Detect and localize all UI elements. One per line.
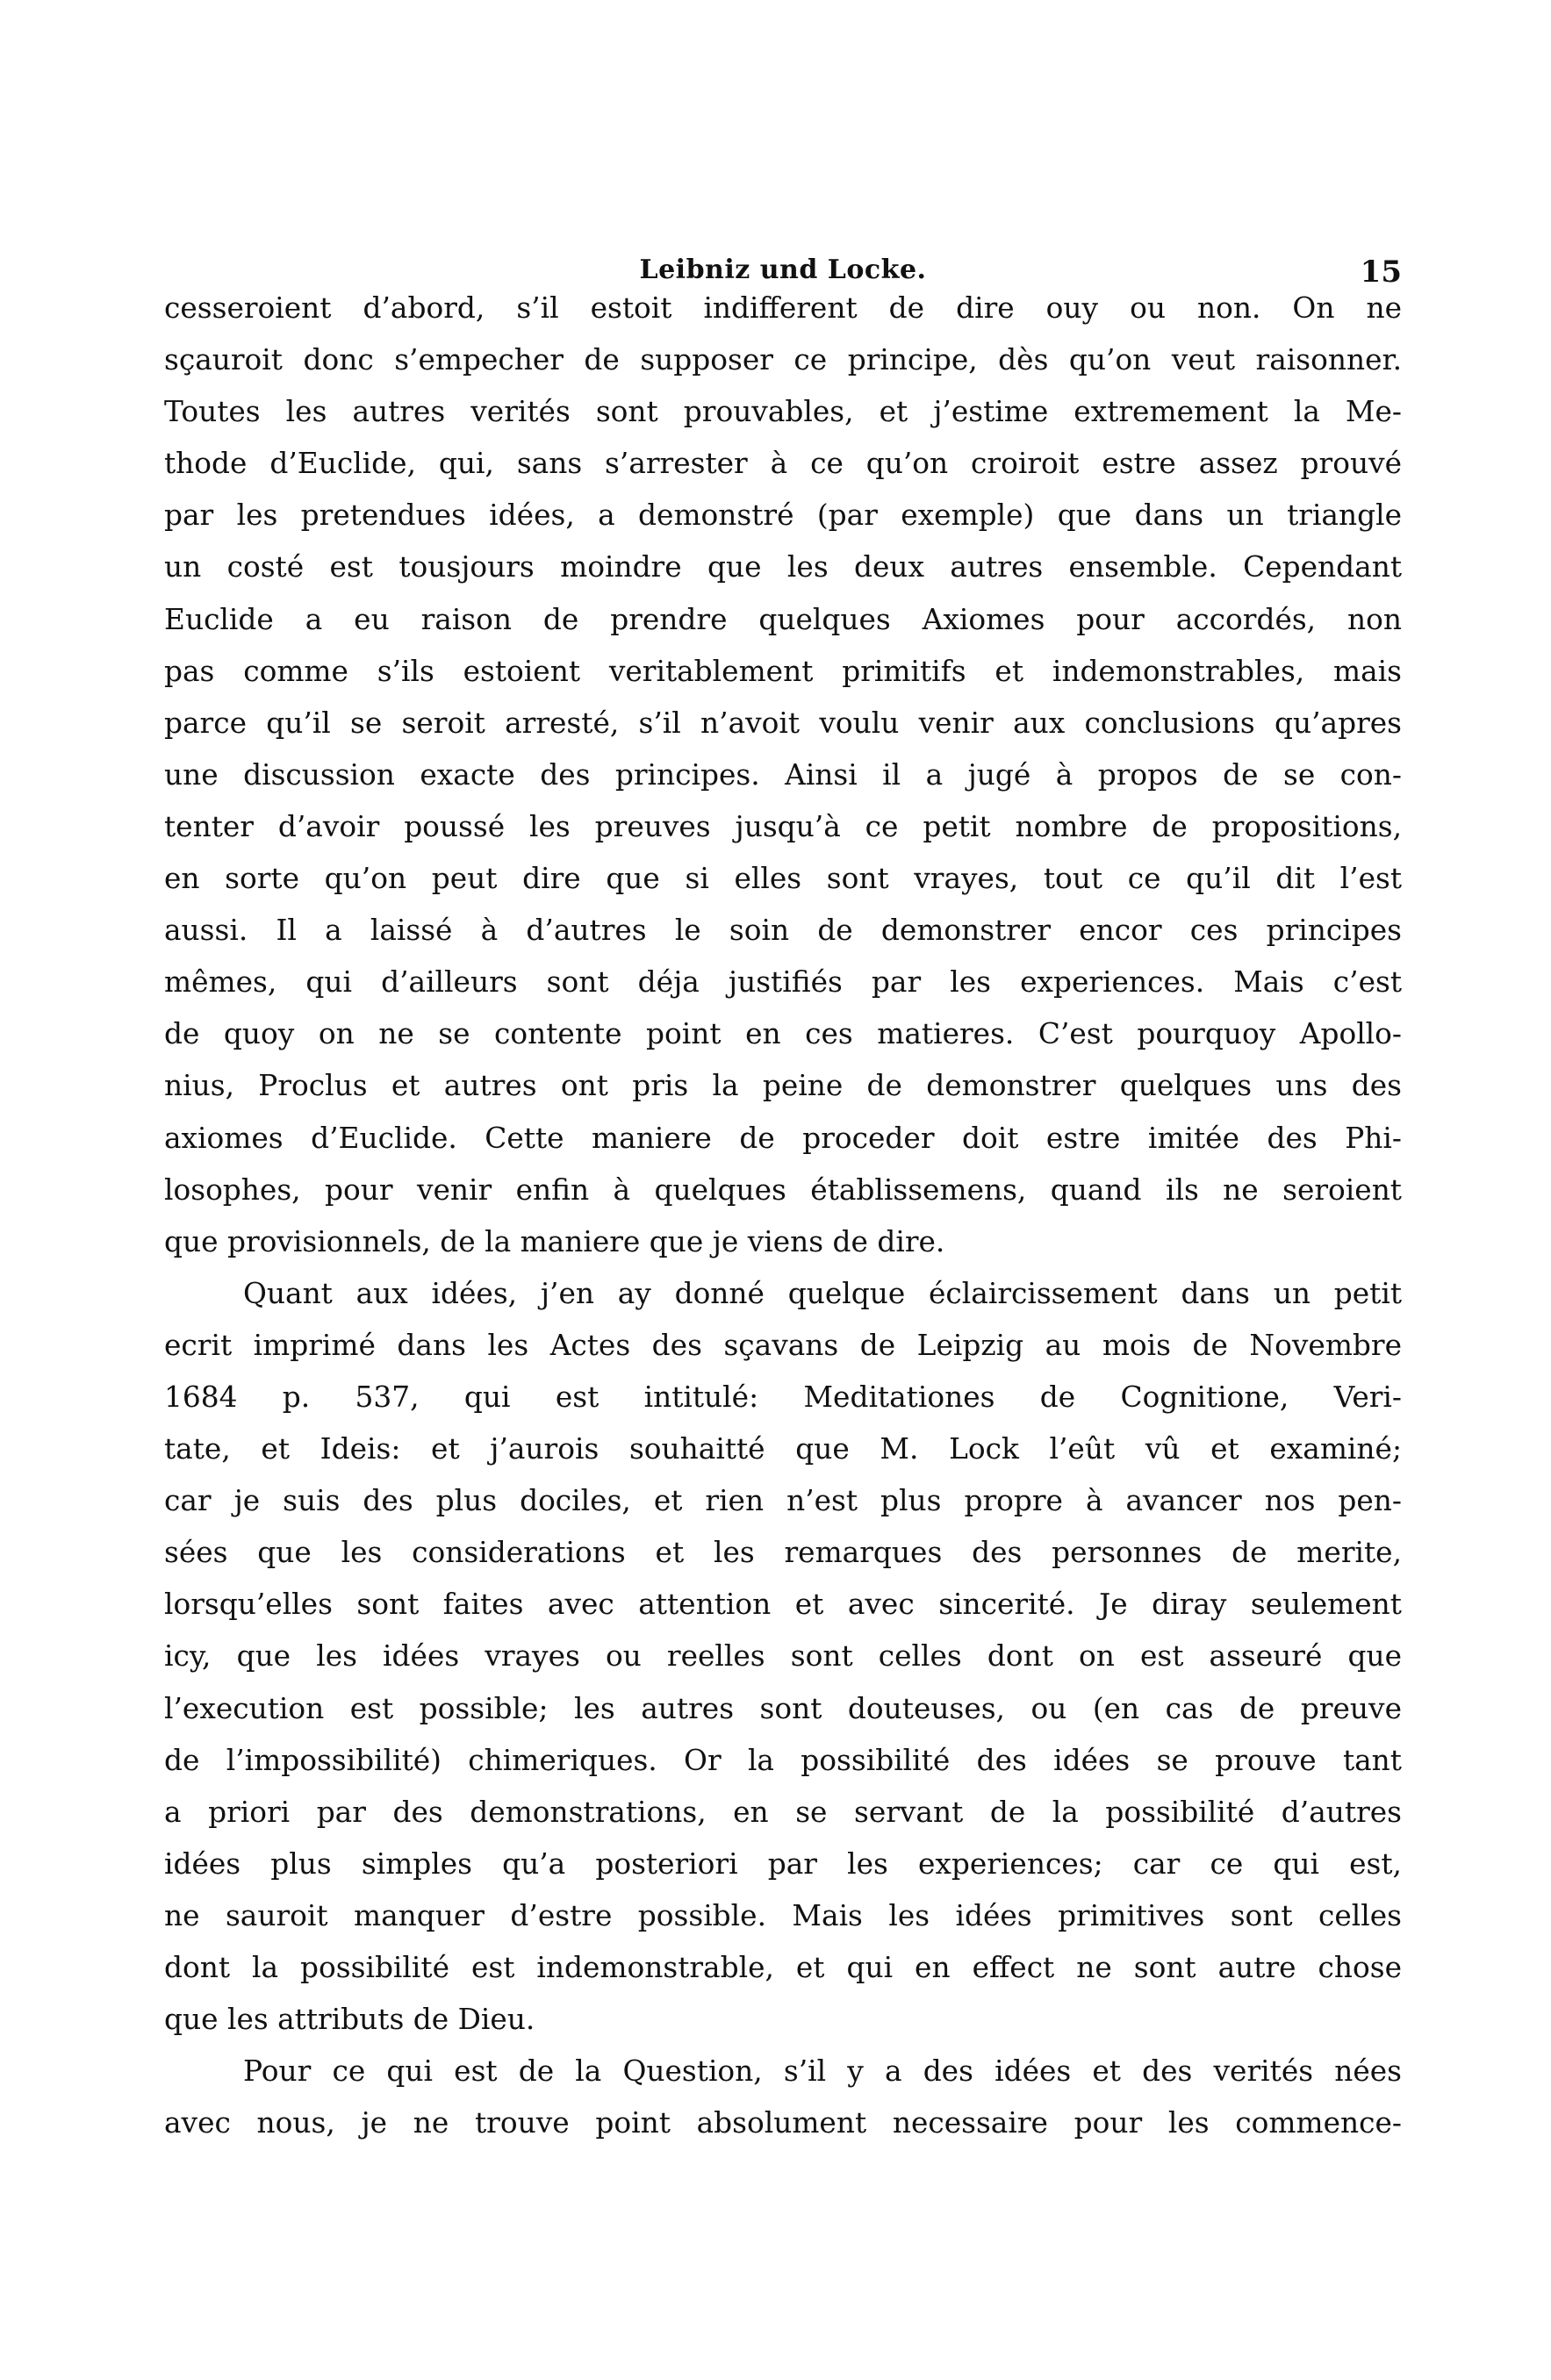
text-line: aussi. Il a laissé à d’autres le soin de demonstrer encor ces principes bbox=[164, 914, 1402, 948]
text-line: ecrit imprimé dans les Actes des sçavans de Leipzig au mois de Novembre bbox=[164, 1328, 1402, 1362]
text-line: Toutes les autres verités sont prouvables, et j’estime extremement la Me- bbox=[164, 395, 1402, 429]
text-line: thode d’Euclide, qui, sans s’arrester à ce qu’on croiroit estre assez prouvé bbox=[164, 447, 1402, 481]
text-line: en sorte qu’on peut dire que si elles sont vrayes, tout ce qu’il dit l’est bbox=[164, 862, 1402, 896]
text-line: ne sauroit manquer d’estre possible. Mais les idées primitives sont celles bbox=[164, 1898, 1402, 1932]
text-line: l’execution est possible; les autres sont douteuses, ou (en cas de preuve bbox=[164, 1691, 1402, 1725]
text-line: car je suis des plus dociles, et rien n’est plus propre à avancer nos pen- bbox=[164, 1484, 1402, 1518]
text-line: un costé est tousjours moindre que les deux autres ensemble. Cependant bbox=[164, 550, 1402, 584]
page-number: 15 bbox=[1360, 254, 1402, 290]
text-line: sées que les considerations et les remarques des personnes de merite, bbox=[164, 1536, 1402, 1570]
text-line: losophes, pour venir enfin à quelques établissemens, quand ils ne seroient bbox=[164, 1172, 1402, 1207]
text-line: sçauroit donc s’empecher de supposer ce principe, dès qu’on veut raisonner. bbox=[164, 343, 1402, 377]
text-line: une discussion exacte des principes. Ainsi il a jugé à propos de se con- bbox=[164, 757, 1402, 792]
running-title: Leibniz und Locke. bbox=[639, 254, 927, 285]
text-line: Euclide a eu raison de prendre quelques Axiomes pour accordés, non bbox=[164, 602, 1402, 636]
text-line: mêmes, qui d’ailleurs sont déja justifiés par les experiences. Mais c’est bbox=[164, 965, 1402, 1000]
paragraph-start-line: Quant aux idées, j’en ay donné quelque éclaircissement dans un petit bbox=[243, 1276, 1402, 1310]
text-line: de l’impossibilité) chimeriques. Or la possibilité des idées se prouve tant bbox=[164, 1743, 1402, 1777]
text-line: par les pretendues idées, a demonstré (par exemple) que dans un triangle bbox=[164, 498, 1402, 533]
text-line: que les attributs de Dieu. bbox=[164, 2003, 535, 2037]
text-line: tate, et Ideis: et j’aurois souhaitté que M. Lock l’eût vû et examiné; bbox=[164, 1432, 1402, 1466]
text-line: nius, Proclus et autres ont pris la peine de demonstrer quelques uns des bbox=[164, 1069, 1402, 1103]
text-line: idées plus simples qu’a posteriori par les experiences; car ce qui est, bbox=[164, 1846, 1402, 1881]
text-line: dont la possibilité est indemonstrable, et qui en effect ne sont autre chose bbox=[164, 1951, 1402, 1984]
paragraph-start-line: Pour ce qui est de la Question, s’il y a des idées et des verités nées bbox=[243, 2054, 1402, 2089]
text-line: a priori par des demonstrations, en se servant de la possibilité d’autres bbox=[164, 1795, 1402, 1829]
body-text bbox=[164, 283, 1402, 2149]
text-line: parce qu’il se seroit arresté, s’il n’avoit voulu venir aux conclusions qu’apres bbox=[164, 706, 1402, 740]
text-line: que provisionnels, de la maniere que je viens de dire. bbox=[164, 1224, 945, 1258]
text-line: 1684 p. 537, qui est intitulé: Meditationes de Cognitione, Veri- bbox=[164, 1380, 1402, 1414]
text-line: pas comme s’ils estoient veritablement primitifs et indemonstrables, mais bbox=[164, 654, 1402, 688]
text-line: lorsqu’elles sont faites avec attention et avec sincerité. Je diray seulement bbox=[164, 1588, 1402, 1622]
text-line: icy, que les idées vrayes ou reelles sont celles dont on est asseuré que bbox=[164, 1639, 1402, 1674]
text-line: tenter d’avoir poussé les preuves jusqu’à ce petit nombre de propositions, bbox=[164, 809, 1402, 843]
text-line: cesseroient d’abord, s’il estoit indifferent de dire ouy ou non. On ne bbox=[164, 291, 1402, 325]
text-line: axiomes d’Euclide. Cette maniere de proceder doit estre imitée des Phi- bbox=[164, 1121, 1402, 1155]
text-line: de quoy on ne se contente point en ces matieres. C’est pourquoy Apollo- bbox=[164, 1017, 1402, 1051]
text-line: avec nous, je ne trouve point absolument necessaire pour les commence- bbox=[164, 2106, 1402, 2140]
